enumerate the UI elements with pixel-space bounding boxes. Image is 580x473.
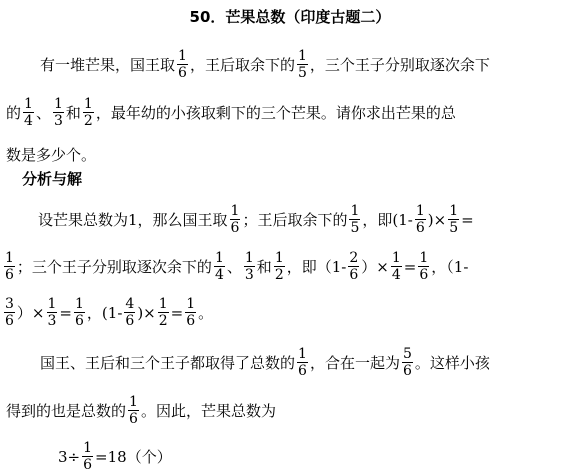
text: 和	[256, 257, 272, 276]
text: 。	[198, 303, 214, 322]
fraction-numerator: 2	[349, 250, 359, 266]
fraction-numerator: 1	[230, 203, 240, 219]
text: ）×	[361, 257, 389, 276]
fraction-denominator: 5	[350, 220, 360, 236]
fraction-denominator: 3	[244, 267, 254, 283]
fraction	[47, 296, 58, 329]
text: 和	[65, 103, 81, 122]
text: 国王、王后和三个王子都取得了总数的	[40, 353, 296, 372]
text: ；王后取余下的	[242, 210, 348, 229]
fraction-numerator: 1	[274, 250, 284, 266]
fraction	[83, 96, 94, 129]
fraction	[23, 96, 34, 129]
fraction-denominator: 6	[230, 220, 240, 236]
fraction-numerator: 1	[419, 250, 429, 266]
fraction-denominator: 6	[402, 363, 412, 379]
analysis-heading: 分析与解	[22, 170, 83, 188]
text: ，(1-	[86, 303, 123, 322]
fraction	[124, 296, 135, 329]
fraction	[53, 96, 64, 129]
fraction-numerator: 1	[129, 394, 138, 410]
fraction-numerator: 1	[415, 203, 425, 219]
fraction-denominator: 6	[415, 220, 425, 236]
fraction	[82, 440, 93, 473]
fraction-numerator: 5	[402, 346, 412, 362]
fraction-numerator: 1	[244, 250, 254, 266]
fraction-numerator: 1	[158, 296, 168, 312]
fraction-numerator: 3	[5, 296, 14, 312]
fraction-numerator: 1	[298, 346, 307, 362]
fraction	[214, 250, 225, 283]
solution-line-4	[40, 346, 490, 379]
text: ，合在一起为	[309, 353, 400, 372]
problem-line-2	[6, 96, 456, 129]
problem-line-1	[40, 48, 490, 81]
fraction-denominator: 6	[419, 267, 429, 283]
fraction-denominator: 6	[75, 313, 84, 329]
text: ，三个王子分别取逐次余下	[309, 55, 490, 74]
text: 。这样小孩	[414, 353, 490, 372]
solution-line-6	[58, 440, 172, 473]
fraction	[4, 296, 15, 329]
fraction	[177, 48, 188, 81]
text: 数是多少个。	[6, 146, 97, 164]
fraction	[274, 250, 285, 283]
text: 有一堆芒果，国王取	[40, 55, 176, 74]
fraction	[418, 250, 429, 283]
fraction-numerator: 1	[449, 203, 459, 219]
fraction	[402, 346, 413, 379]
fraction	[230, 203, 241, 236]
fraction-numerator: 1	[24, 96, 33, 112]
text: )×	[427, 210, 447, 229]
solution-line-3	[2, 296, 213, 329]
fraction	[158, 296, 169, 329]
fraction-denominator: 2	[274, 267, 284, 283]
text: )×	[137, 303, 156, 322]
fraction-numerator: 1	[83, 440, 93, 456]
text: 设芒果总数为1，那么国王取	[38, 210, 228, 229]
text: ，王后取余下的	[189, 55, 295, 74]
text: =	[170, 303, 184, 322]
fraction	[244, 250, 255, 283]
text: ）×	[16, 303, 45, 322]
fraction-denominator: 6	[5, 313, 14, 329]
fraction-numerator: 1	[47, 296, 57, 312]
text: ，即（1-	[286, 257, 347, 276]
fraction-denominator: 2	[158, 313, 168, 329]
fraction-denominator: 4	[391, 267, 401, 283]
fraction-numerator: 1	[178, 48, 187, 64]
fraction	[448, 203, 459, 236]
fraction-numerator: 4	[125, 296, 135, 312]
text: ；三个王子分别取逐次余下的	[16, 257, 212, 276]
fraction-denominator: 6	[349, 267, 359, 283]
fraction	[128, 394, 139, 427]
solution-line-2	[2, 250, 468, 283]
fraction-numerator: 1	[5, 250, 14, 266]
fraction-denominator: 6	[129, 411, 138, 427]
fraction-numerator: 1	[83, 96, 93, 112]
fraction-denominator: 2	[83, 113, 93, 129]
fraction-denominator: 6	[178, 65, 187, 81]
text: =	[461, 210, 474, 229]
fraction	[74, 296, 85, 329]
fraction-numerator: 1	[297, 48, 307, 64]
fraction-numerator: 1	[214, 250, 224, 266]
text: =	[403, 257, 417, 276]
text: 、	[35, 103, 51, 122]
fraction-denominator: 4	[214, 267, 224, 283]
fraction-numerator: 1	[391, 250, 401, 266]
fraction-numerator: 1	[75, 296, 84, 312]
text: ，最年幼的小孩取剩下的三个芒果。请你求出芒果的总	[95, 103, 456, 122]
fraction-numerator: 1	[186, 296, 196, 312]
fraction-numerator: 1	[53, 96, 63, 112]
fraction	[4, 250, 15, 283]
fraction-denominator: 6	[83, 457, 93, 473]
fraction-denominator: 3	[47, 313, 57, 329]
fraction-denominator: 4	[24, 113, 33, 129]
fraction-denominator: 5	[297, 65, 307, 81]
fraction-denominator: 3	[53, 113, 63, 129]
text: 3÷	[58, 447, 81, 466]
solution-line-1	[38, 203, 474, 236]
page-title: 50．芒果总数（印度古题二）	[189, 8, 391, 26]
text: =18（个）	[95, 447, 172, 466]
fraction	[348, 250, 359, 283]
fraction-numerator: 1	[350, 203, 360, 219]
text: 、	[226, 257, 242, 276]
text: =	[59, 303, 72, 322]
fraction	[297, 346, 308, 379]
section-heading	[22, 170, 82, 188]
fraction	[415, 203, 426, 236]
text: 得到的也是总数的	[6, 401, 127, 420]
fraction-denominator: 6	[298, 363, 307, 379]
solution-line-5	[6, 394, 276, 427]
problem-line-3	[6, 146, 96, 164]
fraction-denominator: 6	[125, 313, 135, 329]
fraction	[297, 48, 308, 81]
fraction	[185, 296, 196, 329]
text: ，即(1-	[362, 210, 413, 229]
fraction-denominator: 6	[186, 313, 196, 329]
fraction	[391, 250, 402, 283]
text: 的	[6, 103, 22, 122]
fraction-denominator: 6	[5, 267, 14, 283]
fraction	[349, 203, 360, 236]
fraction-denominator: 5	[449, 220, 459, 236]
text: 。因此，芒果总数为	[140, 401, 276, 420]
text: ，（1-	[431, 257, 469, 276]
